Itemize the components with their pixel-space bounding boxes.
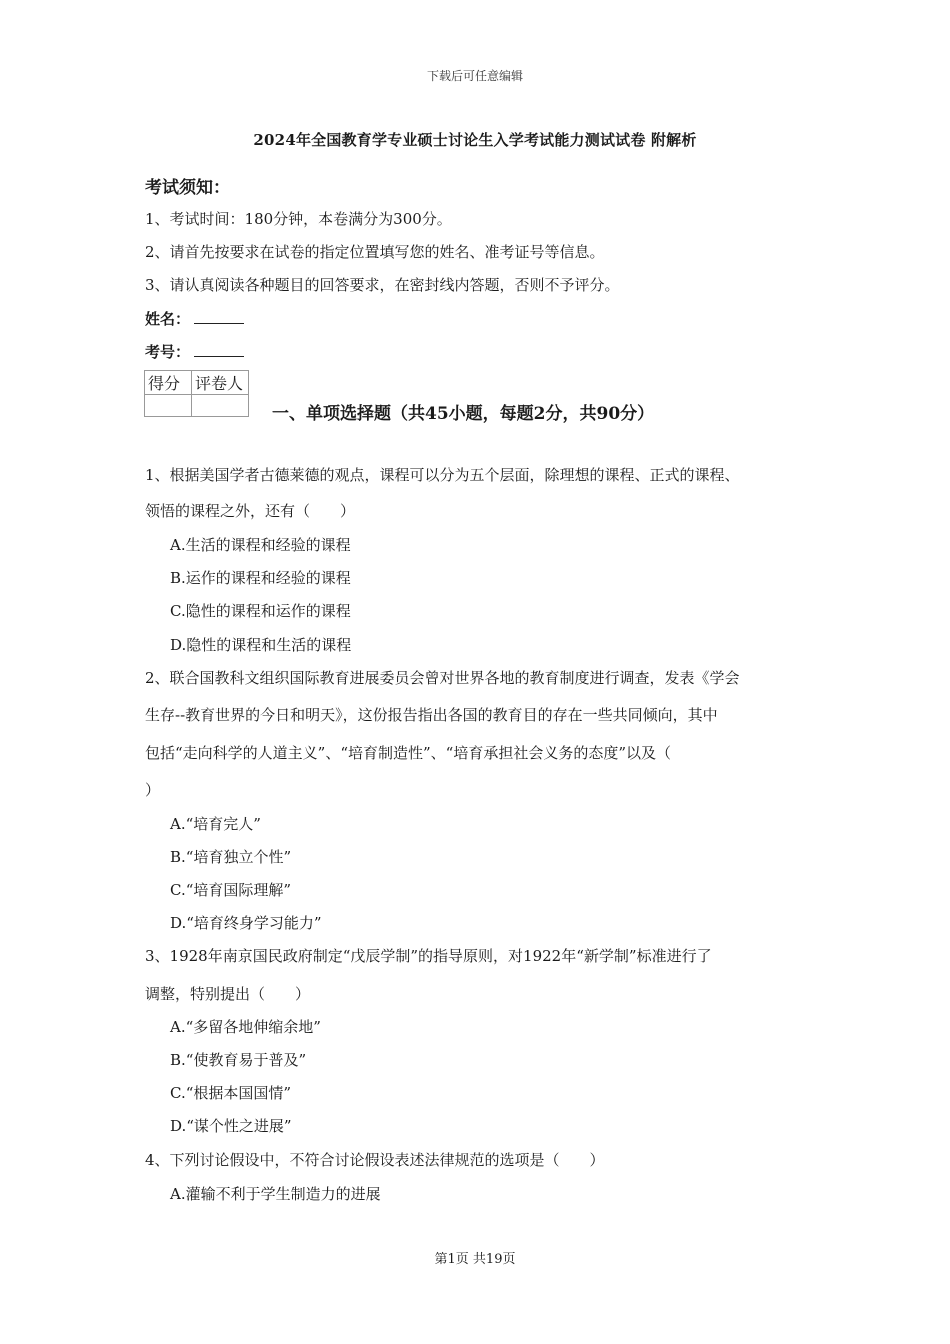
option[interactable]: C.隐性的课程和运作的课程 [170, 602, 351, 620]
question-line: 4、下列讨论假设中，不符合讨论假设表述法律规范的选项是（ ） [145, 1151, 605, 1169]
question-line: ） [145, 781, 161, 799]
header-note: 下载后可任意编辑 [426, 69, 523, 83]
document-title: 2024年全国教育学专业硕士讨论生入学考试能力测试试卷 附解析 [253, 131, 697, 149]
option[interactable]: B.“培育独立个性” [170, 848, 292, 866]
question-line: 领悟的课程之外，还有（ ） [145, 502, 356, 520]
question-line: 1、根据美国学者古德莱德的观点，课程可以分为五个层面，除理想的课程、正式的课程、 [145, 466, 740, 484]
page-number: 第1页 共19页 [434, 1252, 516, 1267]
id-field [145, 341, 244, 362]
option[interactable]: D.“谋个性之进展” [170, 1117, 292, 1135]
id-label: 考号： [145, 343, 191, 361]
notice-heading: 考试须知： [145, 178, 230, 198]
id-blank[interactable] [194, 342, 244, 357]
section-title: 一、单项选择题（共45小题，每题2分，共90分） [272, 404, 655, 424]
score-header: 得分 [145, 371, 192, 395]
option[interactable]: A.灌输不利于学生制造力的进展 [170, 1185, 381, 1203]
question-line: 调整，特别提出（ ） [145, 985, 311, 1003]
notice-item: 2、请首先按要求在试卷的指定位置填写您的姓名、准考证号等信息。 [145, 243, 605, 261]
option[interactable]: B.运作的课程和经验的课程 [170, 569, 351, 587]
option[interactable]: C.“培育国际理解” [170, 881, 292, 899]
score-table [144, 370, 249, 417]
option[interactable]: A.“多留各地伸缩余地” [170, 1018, 321, 1036]
option[interactable]: A.“培育完人” [170, 815, 261, 833]
question-line: 3、1928年南京国民政府制定“戊辰学制”的指导原则，对1922年“新学制”标准进行了 [145, 947, 712, 965]
question-line: 生存--教育世界的今日和明天》，这份报告指出各国的教育目的存在一些共同倾向，其中 [145, 706, 718, 724]
option[interactable]: D.“培育终身学习能力” [170, 914, 322, 932]
option[interactable]: A.生活的课程和经验的课程 [170, 536, 351, 554]
name-label: 姓名： [145, 310, 191, 328]
option[interactable]: C.“根据本国国情” [170, 1084, 292, 1102]
name-field [145, 308, 244, 329]
question-line: 包括“走向科学的人道主义”、“培育制造性”、“培育承担社会义务的态度”以及（ [145, 744, 672, 762]
grader-header: 评卷人 [192, 371, 249, 395]
question-line: 2、联合国教科文组织国际教育进展委员会曾对世界各地的教育制度进行调查，发表《学会 [145, 669, 740, 687]
notice-item: 1、考试时间：180分钟，本卷满分为300分。 [145, 210, 452, 228]
notice-item: 3、请认真阅读各种题目的回答要求，在密封线内答题，否则不予评分。 [145, 276, 620, 294]
option[interactable]: B.“使教育易于普及” [170, 1051, 307, 1069]
option[interactable]: D.隐性的课程和生活的课程 [170, 636, 352, 654]
score-cell[interactable] [145, 395, 192, 417]
grader-cell[interactable] [192, 395, 249, 417]
name-blank[interactable] [194, 309, 244, 324]
